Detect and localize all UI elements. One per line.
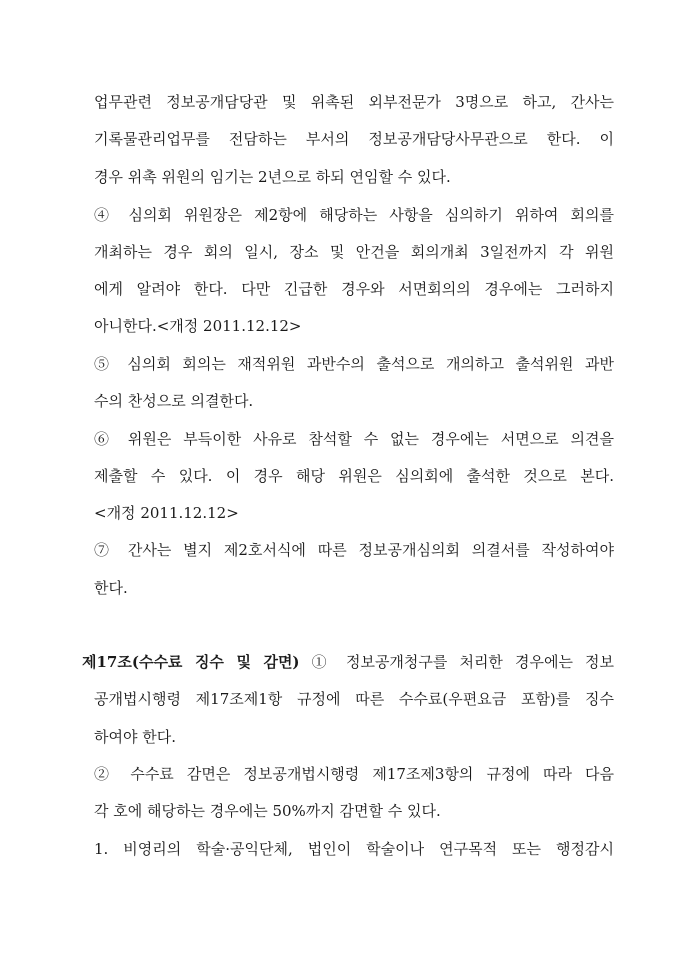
- article17-para1-line3: 하여야 한다.: [94, 728, 176, 746]
- para1-line1: 업무관련 정보공개담당관 및 위촉된 외부전문가 3명으로 하고, 간사는: [94, 93, 614, 111]
- article17-item1-line1: 1. 비영리의 학술·공익단체, 법인이 학술이나 연구목적 또는 행정감시: [94, 840, 614, 858]
- para4-line1: ④ 심의회 위원장은 제2항에 해당하는 사항을 심의하기 위하여 회의를: [94, 206, 614, 224]
- article17-title: 제17조(수수료 징수 및 감면): [82, 653, 300, 671]
- para4-line2: 개최하는 경우 회의 일시, 장소 및 안건을 회의개최 3일전까지 각 위원: [94, 243, 614, 261]
- article17-para2-line1: ② 수수료 감면은 정보공개법시행령 제17조제3항의 규정에 따라 다음: [94, 765, 614, 783]
- para5-line1: ⑤ 심의회 회의는 재적위원 과반수의 출석으로 개의하고 출석위원 과반: [94, 355, 614, 373]
- para1-line3: 경우 위촉 위원의 임기는 2년으로 하되 연임할 수 있다.: [94, 168, 451, 186]
- article17-para1-line2: 공개법시행령 제17조제1항 규정에 따른 수수료(우편요금 포함)를 징수: [94, 690, 614, 708]
- para6-line2: 제출할 수 있다. 이 경우 해당 위원은 심의회에 출석한 것으로 본다.: [94, 467, 614, 485]
- para7-line1: ⑦ 간사는 별지 제2호서식에 따른 정보공개심의회 의결서를 작성하여야: [94, 541, 614, 559]
- para5-line2: 수의 찬성으로 의결한다.: [94, 392, 254, 410]
- para6-line1: ⑥ 위원은 부득이한 사유로 참석할 수 없는 경우에는 서면으로 의견을: [94, 430, 614, 448]
- article17-first-line: [82, 652, 614, 672]
- para4-line4: 아니한다.<개정 2011.12.12>: [94, 317, 302, 335]
- para1-line2: 기록물관리업무를 전담하는 부서의 정보공개담당사무관으로 한다. 이: [94, 130, 614, 148]
- para4-line3: 에게 알려야 한다. 다만 긴급한 경우와 서면회의의 경우에는 그러하지: [94, 280, 614, 298]
- para6-line3: <개정 2011.12.12>: [94, 504, 239, 522]
- article17-para1-line1: ① 정보공개청구를 처리한 경우에는 정보: [299, 653, 614, 671]
- article17-para2-line2: 각 호에 해당하는 경우에는 50%까지 감면할 수 있다.: [94, 802, 441, 820]
- para7-line2: 한다.: [94, 579, 128, 597]
